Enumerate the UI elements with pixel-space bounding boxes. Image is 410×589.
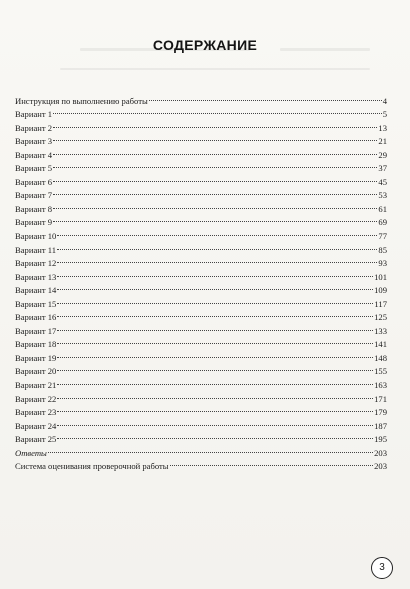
toc-entry-label: Вариант 25 <box>15 434 57 445</box>
toc-entry-label: Вариант 19 <box>15 352 57 363</box>
toc-entry <box>15 158 387 172</box>
toc-entry <box>15 225 387 242</box>
toc-entry-label: Инструкция по выполнению работы <box>15 95 148 106</box>
toc-entry-label: Вариант 17 <box>15 325 57 336</box>
page-number-badge: 3 <box>371 557 393 579</box>
toc-entry-page: 195 <box>374 434 387 445</box>
toc-entry <box>15 374 387 391</box>
toc-entry-label: Вариант 12 <box>15 258 57 269</box>
toc-entry-label: Вариант 14 <box>15 285 57 296</box>
toc-entry <box>15 144 387 158</box>
dot-leader <box>53 212 377 226</box>
toc-entry-page: 5 <box>382 109 387 120</box>
dot-leader <box>53 117 377 131</box>
toc-entry <box>15 347 387 361</box>
dot-leader <box>57 429 373 443</box>
toc-entry-label: Вариант 13 <box>15 271 57 282</box>
toc-entry-label: Вариант 18 <box>15 339 57 350</box>
toc-entry-page: 4 <box>382 95 387 106</box>
toc-entry-page: 53 <box>378 190 387 201</box>
dot-leader <box>57 280 373 294</box>
toc-entry-page: 85 <box>378 244 387 255</box>
dot-leader <box>57 239 377 253</box>
dot-leader <box>57 293 373 307</box>
dot-leader <box>53 171 377 185</box>
toc-entry-page: 125 <box>374 312 387 323</box>
toc-entry <box>15 442 387 456</box>
toc-entry-page: 155 <box>374 366 387 377</box>
dot-leader <box>57 402 373 416</box>
page-title: СОДЕРЖАНИЕ <box>152 37 258 53</box>
toc-entry-page: 203 <box>374 461 387 472</box>
toc-entry-label: Вариант 6 <box>15 176 53 187</box>
toc-entry <box>15 104 387 118</box>
toc-entry-page: 171 <box>374 393 387 404</box>
toc-entry <box>15 456 387 470</box>
toc-entry-label: Вариант 23 <box>15 407 57 418</box>
toc-entry-page: 45 <box>378 176 387 187</box>
toc-entry-label: Ответы <box>15 447 47 458</box>
toc-entry-label: Вариант 15 <box>15 298 57 309</box>
toc-entry-label: Вариант 8 <box>15 203 53 214</box>
dot-leader <box>57 388 373 402</box>
toc-entry <box>15 198 387 212</box>
toc-entry-label: Вариант 22 <box>15 393 57 404</box>
toc-entry-label: Система оценивания проверочной работы <box>15 461 169 472</box>
toc-entry-label: Вариант 11 <box>15 244 57 255</box>
toc-entry-page: 187 <box>374 420 387 431</box>
toc-entry <box>15 171 387 185</box>
dot-leader <box>57 415 373 429</box>
toc-entry-page: 61 <box>378 203 387 214</box>
toc-entry-label: Вариант 10 <box>15 231 57 242</box>
toc-entry-page: 21 <box>378 136 387 147</box>
toc-entry-label: Вариант 1 <box>15 109 53 120</box>
toc-entry-page: 29 <box>378 149 387 160</box>
dot-leader <box>53 104 382 118</box>
toc-entry <box>15 280 387 294</box>
toc-entry <box>15 90 387 104</box>
dot-leader <box>57 347 373 361</box>
toc-entry-page: 163 <box>374 380 387 391</box>
toc-entry-label: Вариант 24 <box>15 420 57 431</box>
dot-leader <box>53 158 377 172</box>
toc-entry <box>15 293 387 307</box>
dot-leader <box>170 456 374 470</box>
toc-entry-page: 117 <box>374 298 387 309</box>
dot-leader <box>53 131 377 145</box>
toc-entry-label: Вариант 3 <box>15 136 53 147</box>
toc-entry <box>15 266 387 280</box>
toc-entry-page: 93 <box>378 258 387 269</box>
toc-entry <box>15 320 387 334</box>
toc-entry-label: Вариант 2 <box>15 122 53 133</box>
toc-entry-page: 109 <box>374 285 387 296</box>
toc-entry-page: 133 <box>374 325 387 336</box>
toc-entry-page: 148 <box>374 352 387 363</box>
toc-entry-page: 37 <box>378 163 387 174</box>
dot-leader <box>53 198 377 212</box>
toc-entry <box>15 429 387 443</box>
toc-entry-page: 101 <box>374 271 387 282</box>
toc-entry-page: 141 <box>374 339 387 350</box>
toc-entry-page: 179 <box>374 407 387 418</box>
toc-entry <box>15 239 387 253</box>
dot-leader <box>57 266 373 280</box>
dot-leader <box>48 442 373 456</box>
dot-leader <box>57 320 373 334</box>
toc-entry-label: Вариант 16 <box>15 312 57 323</box>
toc-entry-label: Вариант 21 <box>15 380 57 391</box>
toc-entry-label: Вариант 5 <box>15 163 53 174</box>
table-of-contents <box>15 90 387 472</box>
dot-leader <box>57 374 373 388</box>
dot-leader <box>53 144 377 158</box>
dot-leader <box>57 253 377 267</box>
dot-leader <box>149 90 382 104</box>
toc-entry <box>15 185 387 199</box>
dot-leader <box>57 361 373 375</box>
dot-leader <box>57 334 373 348</box>
toc-entry-page: 77 <box>378 231 387 242</box>
toc-entry-label: Вариант 9 <box>15 217 53 228</box>
toc-entry <box>15 361 387 375</box>
toc-entry-page: 69 <box>378 217 387 228</box>
toc-entry <box>15 388 387 402</box>
dot-leader <box>57 225 377 239</box>
dot-leader <box>53 185 377 199</box>
toc-entry-page: 203 <box>374 447 387 458</box>
toc-entry <box>15 402 387 416</box>
toc-entry <box>15 131 387 145</box>
toc-entry <box>15 212 387 226</box>
toc-entry <box>15 117 387 131</box>
toc-entry-page: 13 <box>378 122 387 133</box>
toc-entry <box>15 334 387 348</box>
toc-entry-label: Вариант 7 <box>15 190 53 201</box>
toc-entry <box>15 253 387 267</box>
dot-leader <box>57 307 373 321</box>
toc-entry <box>15 307 387 321</box>
toc-entry-label: Вариант 4 <box>15 149 53 160</box>
toc-entry <box>15 415 387 429</box>
toc-entry-label: Вариант 20 <box>15 366 57 377</box>
